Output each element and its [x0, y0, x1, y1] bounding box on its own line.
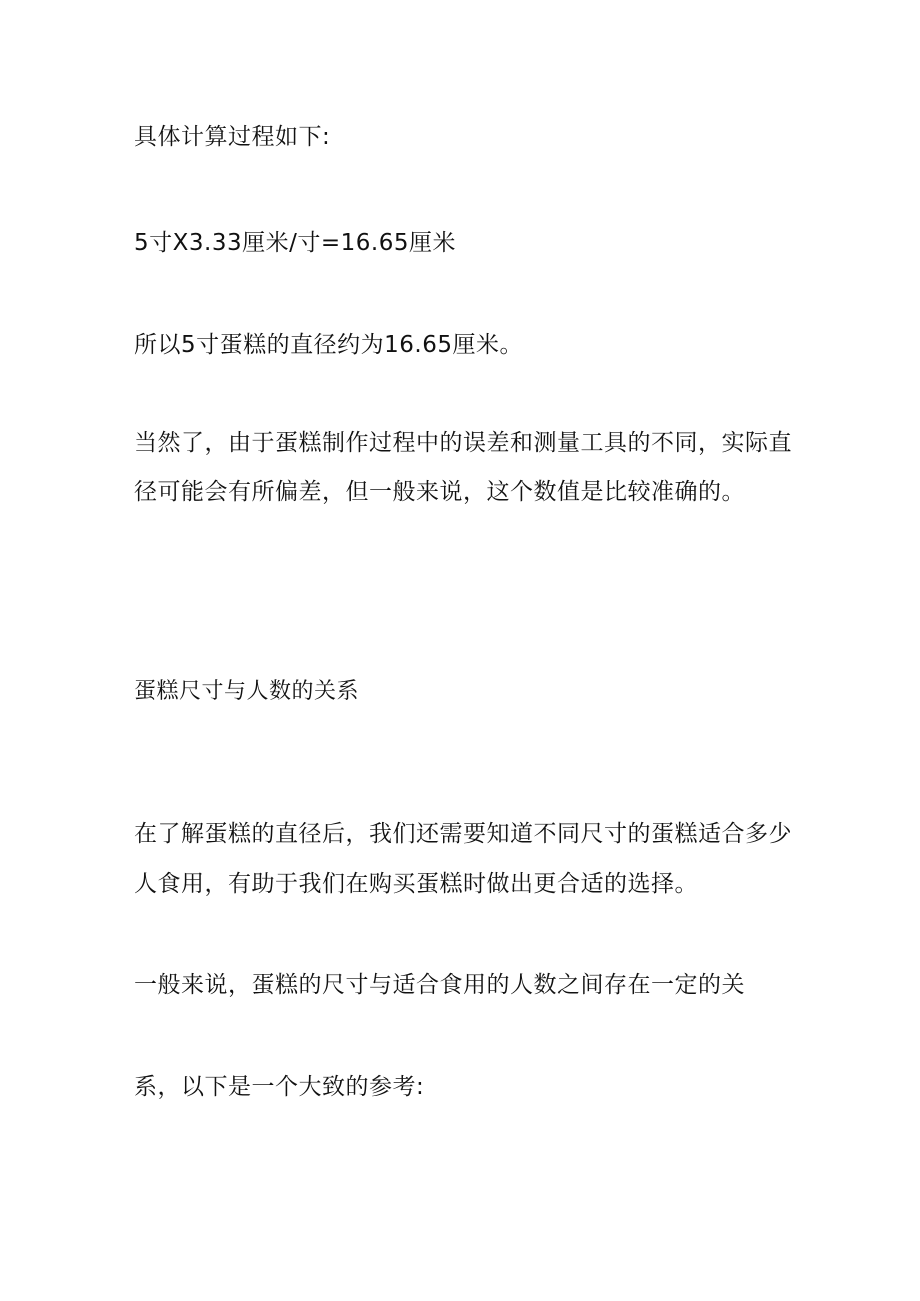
text-line-para-2: 人食用，有助于我们在购买蛋糕时做出更合适的选择。 [134, 871, 698, 897]
text-line-calc-formula: 5寸X3.33厘米/寸=16.65厘米 [134, 230, 456, 256]
text-line-note-2: 径可能会有所偏差，但一般来说，这个数值是比较准确的。 [134, 479, 745, 505]
section-heading: 蛋糕尺寸与人数的关系 [134, 679, 360, 704]
text-line-note-1: 当然了，由于蛋糕制作过程中的误差和测量工具的不同，实际直 [134, 430, 792, 456]
text-line-calc-result: 所以5寸蛋糕的直径约为16.65厘米。 [134, 332, 523, 358]
text-line-para-3: 一般来说，蛋糕的尺寸与适合食用的人数之间存在一定的关 [134, 972, 745, 998]
text-line-para-4: 系，以下是一个大致的参考: [134, 1074, 425, 1100]
text-line-calc-intro: 具体计算过程如下: [134, 124, 331, 150]
text-line-para-1: 在了解蛋糕的直径后，我们还需要知道不同尺寸的蛋糕适合多少 [134, 821, 792, 847]
